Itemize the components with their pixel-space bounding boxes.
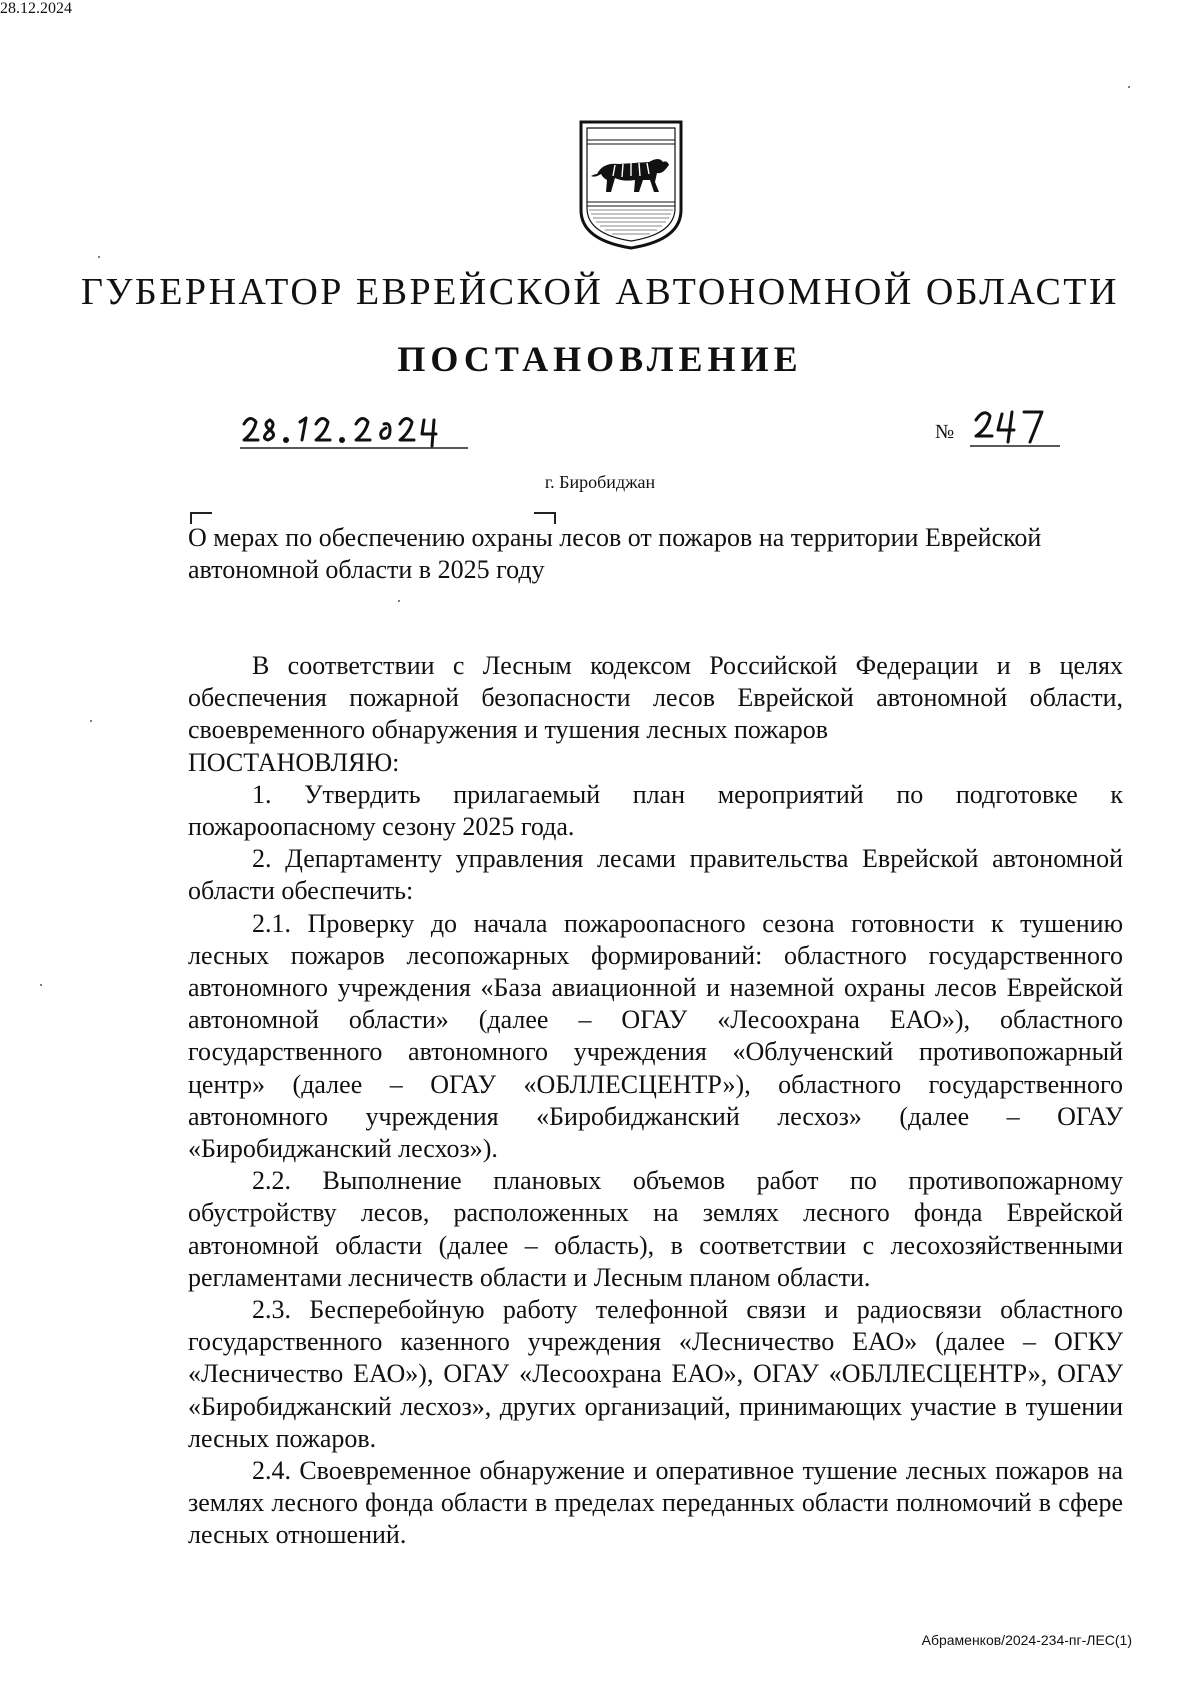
decree: ПОСТАНОВЛЯЮ: <box>188 747 400 777</box>
preamble: В соответствии с Лесным кодексом Российской Федерации и в целях обеспечения пожарной безопасности лесов Еврейской автономной области, своевременного обнаружения и тушения лесных пожаров <box>188 651 1123 745</box>
scan-speck <box>398 600 400 602</box>
footer-code: Абраменков/2024-234-пг-ЛЕС(1) <box>921 1632 1132 1648</box>
coat-of-arms-tiger-icon <box>575 118 687 250</box>
item-1: 1. Утвердить прилагаемый план мероприятий по подготовке к пожароопасному сезону 2025 года. <box>188 779 1123 842</box>
item-2-4: 2.4. Своевременное обнаружение и оперативное тушение лесных пожаров на землях лесного фонда области в пределах переданных области полномочий в сфере лесных отношений. <box>188 1456 1123 1550</box>
scan-speck <box>90 720 92 722</box>
scan-speck <box>98 256 100 258</box>
item-2-2: 2.2. Выполнение плановых объемов работ по противопожарному обустройству лесов, расположенных на землях лесного фонда Еврейской автономной области (далее – область), в соответствии с лесохозяйственными регламентами лесничеств области и Лесным планом области. <box>188 1166 1123 1292</box>
number-label: № <box>935 421 955 443</box>
city: г. Биробиджан <box>544 472 656 492</box>
handwritten-number <box>970 402 1060 454</box>
scan-speck <box>40 984 42 986</box>
handwritten-date <box>240 410 470 460</box>
document-body <box>188 650 1123 1552</box>
item-2-3: 2.3. Бесперебойную работу телефонной связи и радиосвязи областного государственного казенного учреждения «Лесничество ЕАО» (далее – ОГКУ «Лесничество ЕАО»), ОГАУ «Лесоохрана ЕАО», ОГАУ «ОБЛЛЕСЦЕНТР», ОГАУ «Биробиджанский лесхоз», других организаций, принимающих участие в тушении лесных пожаров. <box>188 1295 1123 1453</box>
item-2-1: 2.1. Проверку до начала пожароопасного сезона готовности к тушению лесных пожаров лесопожарных формирований: областного государственного автономного учреждения «База авиационной и наземной охраны лесов Еврейской автономной области» (далее – ОГАУ «Лесоохрана ЕАО»), областного государственного автономного учреждения «Облученский противопожарный центр» (далее – ОГАУ «ОБЛЛЕСЦЕНТР»), областного государственного автономного учреждения «Биробиджанский лесхоз» (далее – ОГАУ «Биробиджанский лесхоз»). <box>188 908 1123 1164</box>
page-title: ГУБЕРНАТОР ЕВРЕЙСКОЙ АВТОНОМНОЙ ОБЛАСТИ <box>81 271 1119 313</box>
document-type: ПОСТАНОВЛЕНИЕ <box>397 339 803 379</box>
item-2: 2. Департаменту управления лесами правительства Еврейской автономной области обеспечить: <box>188 844 1123 906</box>
scan-speck <box>1128 86 1130 88</box>
document-subject: О мерах по обеспечению охраны лесов от пожаров на территории Еврейской автономной области в 2025 году <box>188 523 1042 584</box>
